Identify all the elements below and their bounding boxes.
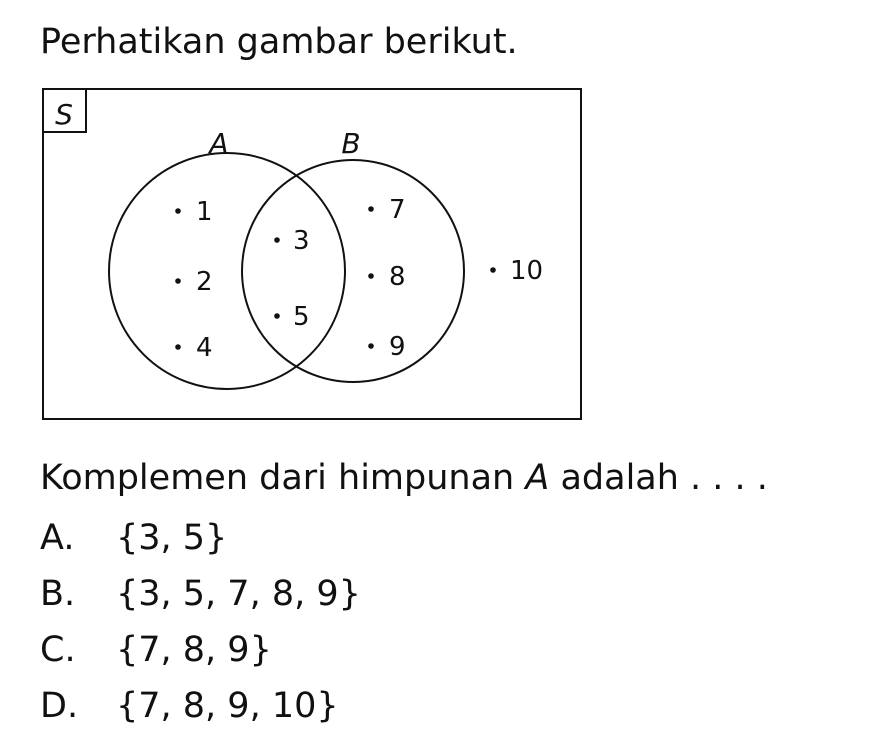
option-text: {7, 8, 9, 10} [116, 686, 339, 726]
element-only-a [175, 197, 212, 227]
svg-text:7: 7 [389, 195, 406, 225]
prompt-text-after: adalah . . . . [549, 458, 768, 498]
svg-text:8: 8 [389, 262, 406, 292]
element-intersection [274, 226, 309, 256]
element-only-b [368, 332, 405, 362]
set-b-circle [242, 160, 464, 382]
svg-text:1: 1 [196, 197, 213, 227]
element-only-a [175, 267, 212, 297]
svg-text:2: 2 [196, 267, 213, 297]
set-b-label: B [341, 127, 361, 160]
element-only-b [368, 195, 405, 225]
set-a-circle [109, 153, 345, 389]
option-letter: B. [40, 574, 76, 614]
svg-text:9: 9 [389, 332, 406, 362]
option-text: {3, 5} [116, 518, 228, 558]
question-prompt [40, 454, 768, 502]
element-outside [490, 256, 543, 286]
element-only-b [368, 262, 405, 292]
question-intro: Perhatikan gambar berikut. [40, 22, 518, 62]
svg-text:4: 4 [196, 333, 213, 363]
option-text: {7, 8, 9} [116, 630, 272, 670]
universe-label: S [55, 98, 73, 131]
svg-text:10: 10 [510, 256, 544, 286]
svg-text:3: 3 [293, 226, 310, 256]
set-a-label: A [209, 127, 229, 160]
option-letter: C. [40, 630, 76, 670]
option-text: {3, 5, 7, 8, 9} [116, 574, 361, 614]
element-intersection [274, 302, 309, 332]
element-only-a [175, 333, 212, 363]
option-letter: A. [40, 518, 75, 558]
universe-box [43, 89, 581, 419]
prompt-text-before: Komplemen dari himpunan [40, 458, 526, 498]
svg-text:5: 5 [293, 302, 310, 332]
option-letter: D. [40, 686, 79, 726]
prompt-set-name: A [525, 458, 550, 498]
